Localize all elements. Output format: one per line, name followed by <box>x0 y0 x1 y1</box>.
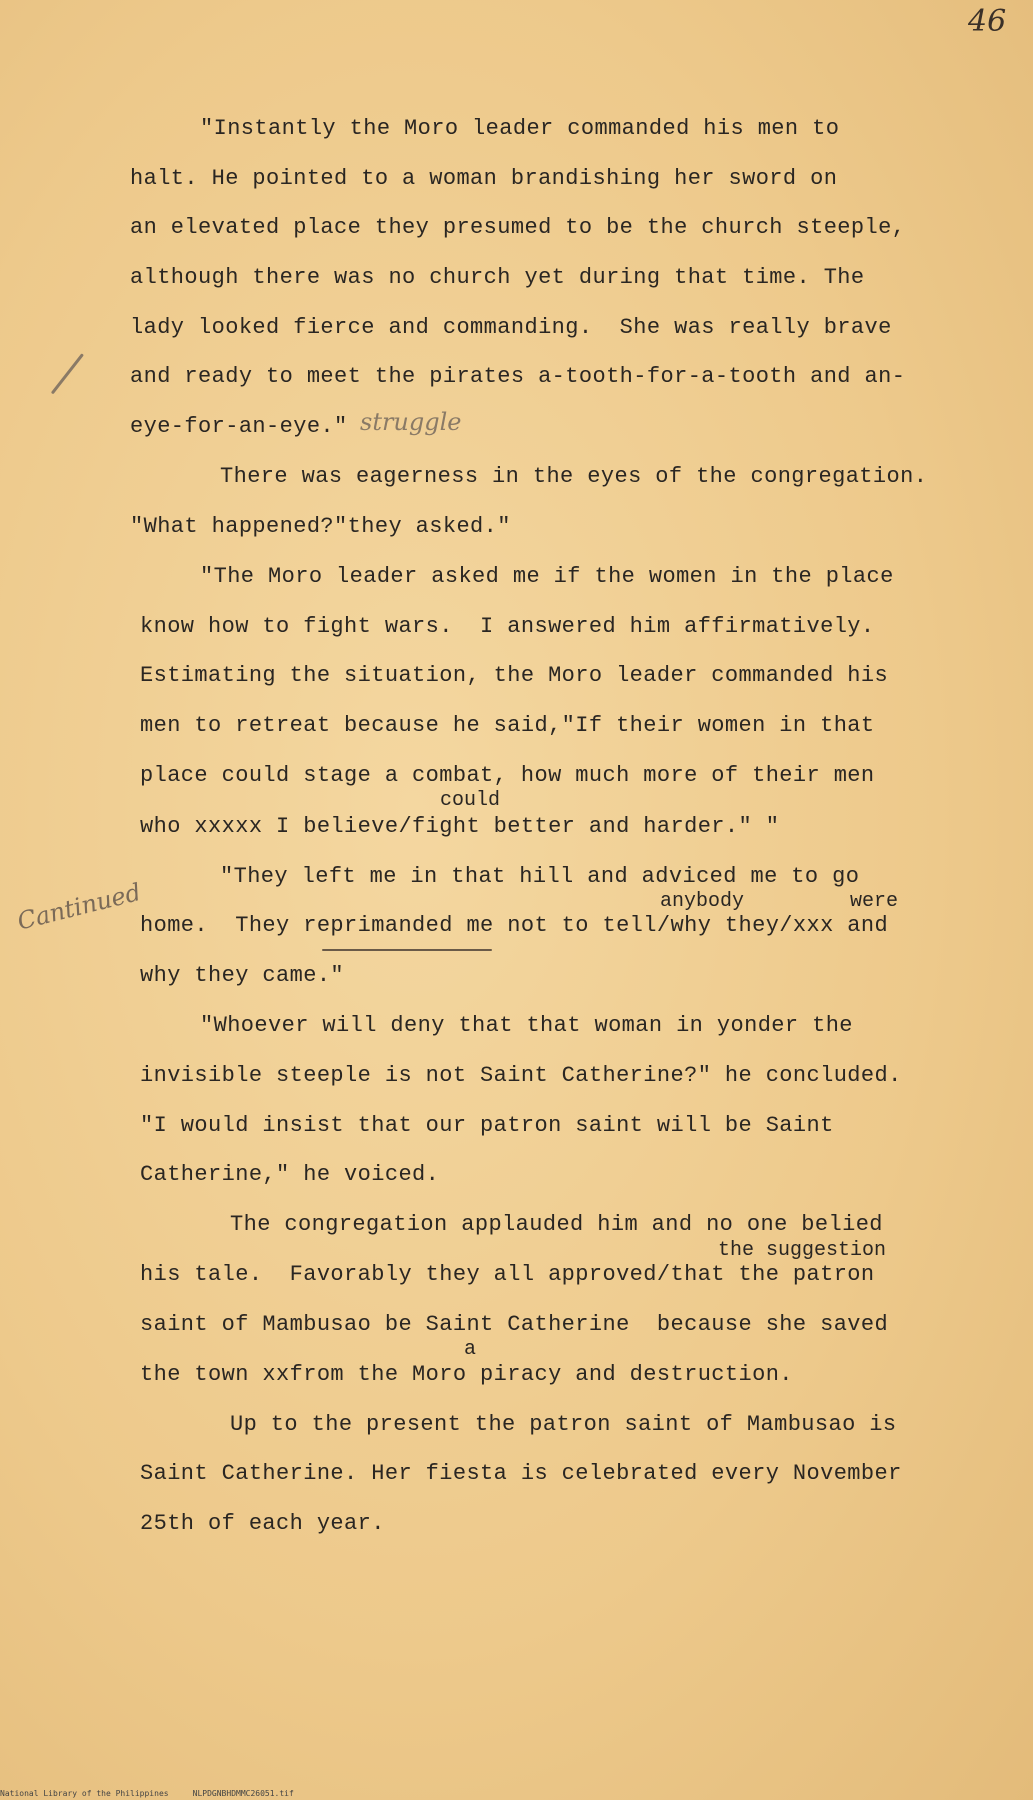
text-line: There was eagerness in the eyes of the congregation. <box>220 464 928 489</box>
text-line: although there was no church yet during that time. The <box>130 265 865 290</box>
text-line: saint of Mambusao be Saint Catherine because she saved <box>140 1312 889 1337</box>
text-line: 25th of each year. <box>140 1511 385 1536</box>
text-line: an elevated place they presumed to be the church steeple, <box>130 215 906 240</box>
text-line: who xxxxx I believe/fight better and harder." " <box>140 814 780 839</box>
text-line: The congregation applauded him and no one belied <box>230 1212 883 1237</box>
page-number: 46 <box>968 4 1007 39</box>
insertion-a: a <box>464 1338 477 1361</box>
text-line: Estimating the situation, the Moro leader commanded his <box>140 663 889 688</box>
text-line: halt. He pointed to a woman brandishing her sword on <box>130 166 838 191</box>
text-line: lady looked fierce and commanding. She was really brave <box>130 315 892 340</box>
text-line: his tale. Favorably they all approved/that the patron <box>140 1262 875 1287</box>
archive-footer: National Library of the Philippines NLPDGNBHDMMC26051.tif <box>0 1789 294 1798</box>
text-line: "They left me in that hill and adviced me to go <box>220 864 860 889</box>
text-line: "The Moro leader asked me if the women in the place <box>200 564 894 589</box>
text-line: "Instantly the Moro leader commanded his men to <box>200 116 840 141</box>
text-line: place could stage a combat, how much more of their men <box>140 763 875 788</box>
text-line: men to retreat because he said,"If their women in that <box>140 713 875 738</box>
insertion-could: could <box>440 789 501 812</box>
check-mark-icon <box>51 353 84 394</box>
text-line: Catherine," he voiced. <box>140 1162 440 1187</box>
text-line: home. They reprimanded me not to tell/why they/xxx and <box>140 913 889 938</box>
text-line: "Whoever will deny that that woman in yonder the <box>200 1013 853 1038</box>
struggle-annotation: struggle <box>360 408 462 436</box>
text-line: Saint Catherine. Her fiesta is celebrated every November <box>140 1461 902 1486</box>
reprimanded-underline <box>322 949 492 951</box>
continued-margin-note: Cantinued <box>14 877 144 936</box>
text-line: Up to the present the patron saint of Mambusao is <box>230 1412 897 1437</box>
text-line: "I would insist that our patron saint will be Saint <box>140 1113 834 1138</box>
text-line: invisible steeple is not Saint Catherine?" he concluded. <box>140 1063 902 1088</box>
insertion-the-suggestion: the suggestion <box>718 1239 887 1262</box>
text-line: know how to fight wars. I answered him affirmatively. <box>140 614 875 639</box>
insertion-anybody: anybody <box>660 890 745 913</box>
text-line: and ready to meet the pirates a-tooth-for-a-tooth and an- <box>130 364 906 389</box>
text-line: "What happened?"they asked." <box>130 514 511 539</box>
text-line: the town xxfrom the Moro piracy and destruction. <box>140 1362 793 1387</box>
text-line: eye-for-an-eye." <box>130 414 348 439</box>
text-line: why they came." <box>140 963 345 988</box>
insertion-were: were <box>850 890 899 913</box>
